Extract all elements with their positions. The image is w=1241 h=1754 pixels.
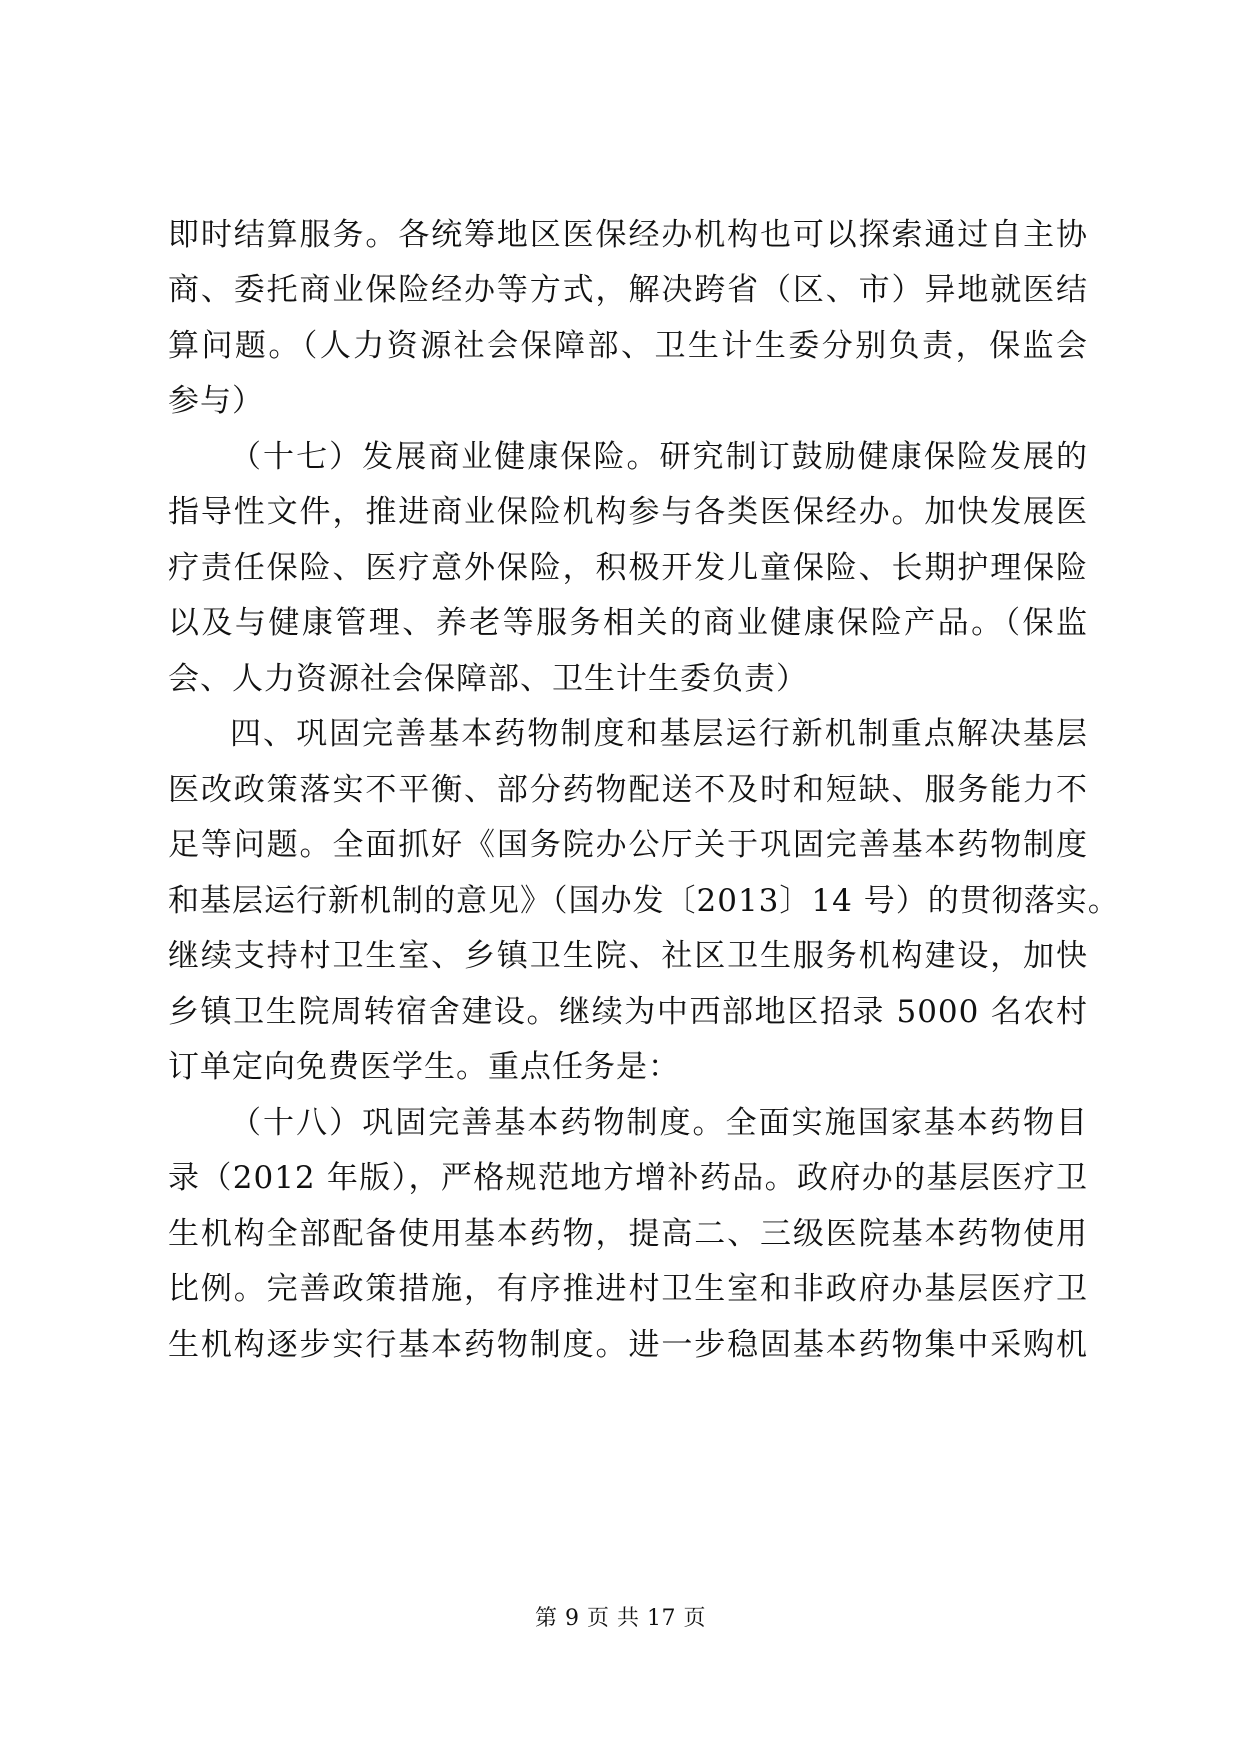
text-line: 和基层运行新机制的意见》（国办发〔2013〕14 号）的贯彻落实。 (168, 883, 1120, 919)
text-line: 指导性文件，推进商业保险机构参与各类医保经办。加快发展医 (168, 494, 1088, 530)
text-line: 算问题。（人力资源社会保障部、卫生计生委分别负责，保监会 (168, 328, 1088, 364)
text-line: 参与） (168, 383, 264, 419)
text-line: 会、人力资源社会保障部、卫生计生委负责） (168, 661, 808, 697)
text-line: （十七）发展商业健康保险。研究制订鼓励健康保险发展的 (230, 439, 1088, 475)
text-line: 订单定向免费医学生。重点任务是： (168, 1049, 680, 1085)
text-line: 即时结算服务。各统筹地区医保经办机构也可以探索通过自主协 (168, 217, 1088, 253)
text-line: 比例。完善政策措施，有序推进村卫生室和非政府办基层医疗卫 (168, 1271, 1088, 1307)
text-line: 疗责任保险、医疗意外保险，积极开发儿童保险、长期护理保险 (168, 550, 1088, 586)
text-line: 商、委托商业保险经办等方式，解决跨省（区、市）异地就医结 (168, 272, 1088, 308)
text-line: 足等问题。全面抓好《国务院办公厅关于巩固完善基本药物制度 (168, 827, 1088, 863)
text-line: 继续支持村卫生室、乡镇卫生院、社区卫生服务机构建设，加快 (168, 938, 1088, 974)
page-number-footer: 第 9 页 共 17 页 (535, 1606, 706, 1631)
text-line: 医改政策落实不平衡、部分药物配送不及时和短缺、服务能力不 (168, 772, 1088, 808)
text-line: （十八）巩固完善基本药物制度。全面实施国家基本药物目 (230, 1105, 1088, 1141)
text-line: 四、巩固完善基本药物制度和基层运行新机制重点解决基层 (230, 716, 1088, 752)
text-line: 录（2012 年版），严格规范地方增补药品。政府办的基层医疗卫 (168, 1160, 1088, 1196)
text-line: 乡镇卫生院周转宿舍建设。继续为中西部地区招录 5000 名农村 (168, 994, 1088, 1030)
text-line: 以及与健康管理、养老等服务相关的商业健康保险产品。（保监 (168, 605, 1088, 641)
text-line: 生机构逐步实行基本药物制度。进一步稳固基本药物集中采购机 (168, 1327, 1088, 1363)
text-line: 生机构全部配备使用基本药物，提高二、三级医院基本药物使用 (168, 1216, 1088, 1252)
